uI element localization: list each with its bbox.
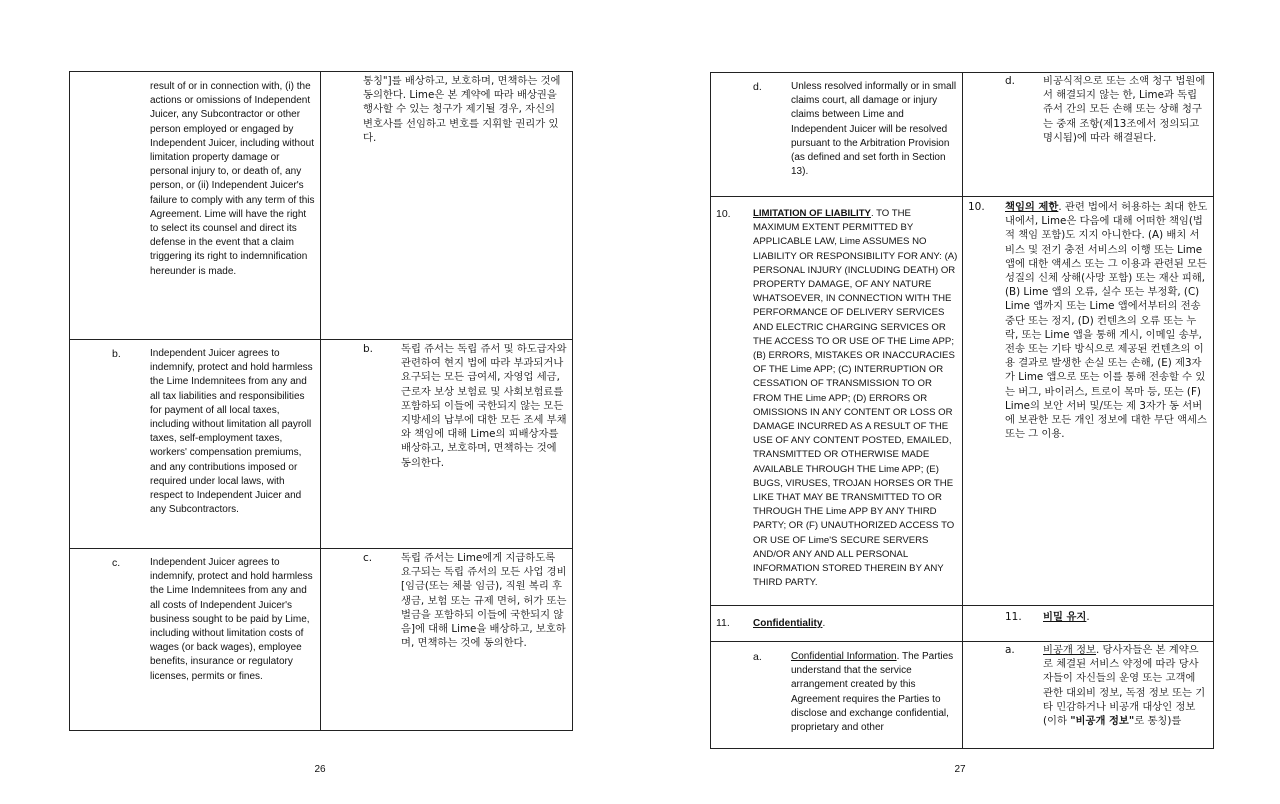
clause-tail: 로 통칭)를 bbox=[1134, 715, 1182, 728]
korean-clause-label: b. bbox=[363, 343, 374, 355]
english-clause-text: Independent Juicer agrees to indemnify, protect and hold harmless the Lime Indemnitees from any and all tax liabilities and responsibilities for payment of all local taxes, including without limitation all payroll taxes, self-employment taxes, workers' compensation premiums, and any contributions imposed or required under local laws, with respect to Independent Juicer and any Subcontractors. bbox=[150, 348, 313, 516]
clause-heading: Confidential Information bbox=[791, 651, 897, 662]
page-number: 27 bbox=[954, 764, 966, 775]
korean-cell bbox=[963, 73, 1214, 197]
english-clause-text: Unless resolved informally or in small claims court, all damage or injury claims between Lime and Independent Juicer will be resolved pursuant to the Arbitration Provision (as defined and set forth in Section 13). bbox=[791, 81, 957, 178]
section-heading: Confidentiality bbox=[753, 618, 823, 629]
english-clause-text bbox=[753, 207, 958, 590]
korean-cell bbox=[963, 642, 1214, 749]
korean-clause-text bbox=[1005, 200, 1209, 441]
english-clause-text bbox=[791, 650, 958, 735]
korean-cell bbox=[321, 72, 573, 340]
english-section-number: 10. bbox=[716, 208, 731, 220]
english-clause-label: a. bbox=[753, 651, 762, 663]
section-body: . bbox=[822, 618, 826, 629]
english-clause-text: result of or in connection with, (i) the actions or omissions of Independent Juicer, any Subcontractor or other person employed or engaged by Independent Juicer, including without limitation property damage or personal injury to, or death of, any person, or (ii) Independent Juicer's failure to comply with any term of this Agreement. Lime will have the right to select its counsel and direct its defense in the event that a claim triggering its right to indemnification hereunder is made. bbox=[150, 81, 315, 277]
english-cell bbox=[711, 197, 963, 606]
english-cell bbox=[711, 642, 963, 749]
table-row bbox=[711, 642, 1214, 749]
korean-clause-text bbox=[1043, 610, 1208, 624]
translation-table bbox=[69, 71, 573, 731]
korean-cell bbox=[963, 197, 1214, 606]
table-row bbox=[70, 549, 573, 731]
table-row bbox=[711, 73, 1214, 197]
english-clause-label: c. bbox=[112, 557, 121, 569]
korean-clause-text bbox=[1043, 643, 1208, 728]
english-cell bbox=[711, 606, 963, 642]
table-row bbox=[70, 72, 573, 340]
table-row bbox=[70, 340, 573, 549]
section-heading: 비밀 유지 bbox=[1043, 611, 1087, 623]
section-body: . bbox=[1086, 611, 1090, 623]
clause-heading: 비공개 정보 bbox=[1043, 644, 1097, 656]
section-heading: 책임의 제한 bbox=[1005, 201, 1059, 213]
english-clause-text bbox=[753, 617, 958, 631]
english-cell bbox=[70, 549, 321, 731]
clause-defined-term: "비공개 정보" bbox=[1070, 715, 1135, 728]
korean-clause-text: 독립 쥬서는 Lime에게 지급하도록 요구되는 독립 쥬서의 모든 사업 경비[임금(또는 체불 임금), 직원 복리 후생금, 보험 또는 규제 면허, 허가 또는 벌금을 포함하되 이들에 국한되지 않음]에 대해 Lime을 배상하고, 보호하며, 면책하는 것에 동의한다. bbox=[401, 552, 567, 650]
english-clause-label: d. bbox=[753, 81, 762, 93]
korean-clause-text: 비공식적으로 또는 소액 청구 법원에서 해결되지 않는 한, Lime과 독립 쥬서 간의 모든 손해 또는 상해 청구는 중재 조항(제13조에서 정의되고 명시됨)에 따라 해결된다. bbox=[1043, 75, 1206, 144]
korean-clause-text: 통칭"]를 배상하고, 보호하며, 면책하는 것에 동의한다. Lime은 본 계약에 따라 배상권을 행사할 수 있는 청구가 제기될 경우, 자신의 변호사를 선임하고 변호를 지휘할 권리가 있다. bbox=[363, 75, 561, 144]
korean-cell bbox=[321, 340, 573, 549]
page-number: 26 bbox=[314, 764, 326, 775]
english-section-number: 11. bbox=[716, 617, 730, 629]
english-cell bbox=[711, 73, 963, 197]
table-row bbox=[711, 197, 1214, 606]
korean-clause-text: 독립 쥬서는 독립 쥬서 및 하도급자와 관련하여 현지 법에 따라 부과되거나 요구되는 모든 급여세, 자영업 세금, 근로자 보상 보험료 및 사회보험료를 포함하되 이들에 국한되지 않는 모든 지방세의 납부에 대한 모든 조세 부채와 책임에 대해 Lime의 피배상자를 배상하고, 보호하며, 면책하는 것에 동의한다. bbox=[401, 343, 567, 469]
english-clause-label: b. bbox=[112, 348, 121, 360]
page-27 bbox=[640, 0, 1280, 804]
korean-section-number: 10. bbox=[968, 201, 985, 213]
section-heading: LIMITATION OF LIABILITY bbox=[753, 208, 871, 219]
korean-section-number: 11. bbox=[1005, 611, 1022, 623]
korean-clause-label: d. bbox=[1005, 75, 1016, 87]
korean-clause-label: c. bbox=[363, 552, 373, 564]
korean-clause-label: a. bbox=[1005, 644, 1015, 656]
english-clause-text: Independent Juicer agrees to indemnify, protect and hold harmless the Lime Indemnitees from any and all costs of Independent Juicer's business sought to be paid by Lime, including without limitation costs of wages (or back wages), employee benefits, insurance or regulatory licenses, permits or fines. bbox=[150, 557, 313, 682]
korean-cell bbox=[321, 549, 573, 731]
section-body: . TO THE MAXIMUM EXTENT PERMITTED BY APPLICABLE LAW, Lime ASSUMES NO LIABILITY OR RESPONSIBILITY FOR ANY: (A) PERSONAL INJURY (INCLUDING DEATH) OR PROPERTY DAMAGE, OF ANY NATURE WHATSOEVER, IN CONNECTION WITH THE PERFORMANCE OF DELIVERY SERVICES AND ELECTRIC CHARGING SERVICES OR THE ACCESS TO OR USE OF THE Lime APP; (B) ERRORS, MISTAKES OR INACCURACIES OF THE Lime APP; (C) INTERRUPTION OR CESSATION OF TRANSMISSION TO OR FROM THE Lime APP; (D) ERRORS OR OMISSIONS IN ANY CONTENT OR LOSS OR DAMAGE INCURRED AS A RESULT OF THE USE OF ANY CONTENT POSTED, EMAILED, TRANSMITTED OR OTHERWISE MADE AVAILABLE THROUGH THE Lime APP; (E) BUGS, VIRUSES, TROJAN HORSES OR THE LIKE THAT MAY BE TRANSMITTED TO OR THROUGH THE Lime APP BY ANY THIRD PARTY; OR (F) UNAUTHORIZED ACCESS TO OR USE OF Lime'S SECURE SERVERS AND/OR ANY AND ALL PERSONAL INFORMATION STORED THEREIN BY ANY THIRD PARTY. bbox=[753, 208, 958, 589]
english-cell bbox=[70, 72, 321, 340]
clause-body: . The Parties understand that the service arrangement created by this Agreement requires the Parties to disclose and exchange confidential, proprietary and other bbox=[791, 651, 954, 734]
section-body: . 관련 법에서 허용하는 최대 한도 내에서, Lime은 다음에 대해 어떠한 책임(법적 책임 포함)도 지지 아니한다. (A) 배치 서비스 및 전기 충전 서비스의 이행 또는 Lime 앱에 대한 액세스 또는 그 이용과 관련된 모든 성질의 신체 상해(사망 포함) 또는 재산 피해, (B) Lime 앱의 오류, 실수 또는 부정확, (C) Lime 앱까지 또는 Lime 앱에서부터의 전송 중단 또는 정지, (D) 컨텐츠의 오류 또는 누락, 또는 Lime 앱을 통해 게시, 이메일 송부, 전송 또는 기타 방식으로 제공된 컨텐츠의 이용 결과로 발생한 손실 또는 손해, (E) 제3자가 Lime 앱으로 또는 이를 통해 전송할 수 있는 버그, 바이러스, 트로이 목마 등, 또는 (F) Lime의 보안 서버 및/또는 제 3자가 동 서버에 보관한 모든 개인 정보에 대한 무단 액세스 또는 그 이용. bbox=[1005, 201, 1208, 441]
korean-cell bbox=[963, 606, 1214, 642]
english-cell bbox=[70, 340, 321, 549]
table-row bbox=[711, 606, 1214, 642]
clause-body: . 당사자들은 본 계약으로 체결된 서비스 약정에 따라 당사자들이 자신들의 운영 또는 고객에 관한 대외비 정보, 독점 정보 또는 기타 민감하거나 비공개 대상인 정보(이하 bbox=[1043, 644, 1206, 728]
translation-table bbox=[710, 72, 1214, 749]
